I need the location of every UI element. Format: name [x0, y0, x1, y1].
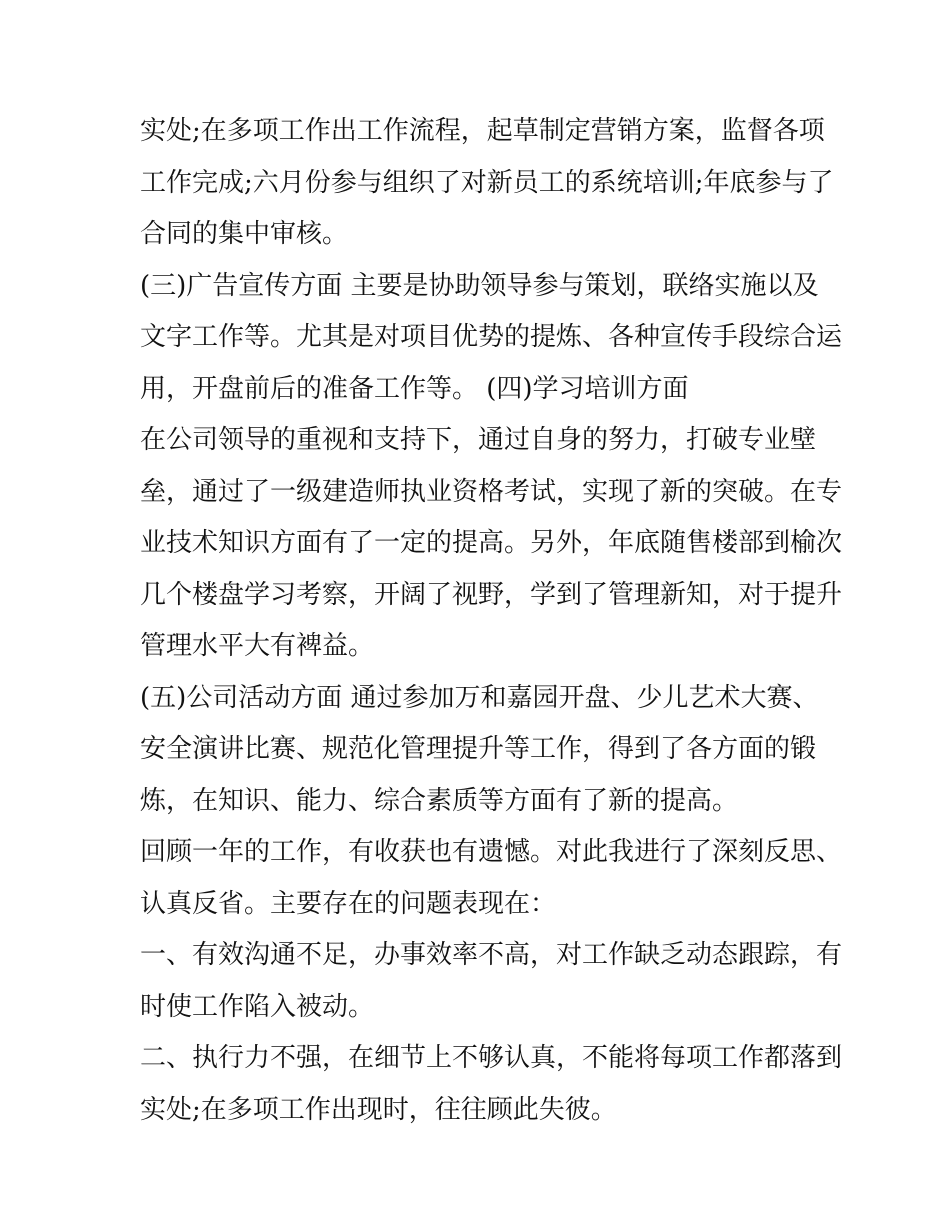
text-line: 几个楼盘学习考察，开阔了视野，学到了管理新知，对于提升: [140, 579, 843, 610]
text-line: 文字工作等。尤其是对项目优势的提炼、各种宣传手段综合运: [140, 322, 843, 352]
text-line: (五)公司活动方面 通过参加万和嘉园开盘、少儿艺术大赛、: [140, 682, 819, 713]
text-line: 实处;在多项工作出现时，往往顾此失彼。: [140, 1094, 617, 1125]
text-line: 炼，在知识、能力、综合素质等方面有了新的提高。: [140, 785, 739, 816]
text-line: 时使工作陷入被动。: [140, 991, 375, 1022]
text-line: 用，开盘前后的准备工作等。 (四)学习培训方面: [140, 373, 689, 404]
text-line: 合同的集中审核。: [140, 219, 349, 249]
text-line: 安全演讲比赛、规范化管理提升等工作，得到了各方面的锻: [140, 734, 817, 764]
text-line: 管理水平大有裨益。: [140, 631, 375, 661]
document-text-body: [140, 106, 843, 1136]
text-line: 二、执行力不强，在细节上不够认真，不能将每项工作都落到: [140, 1043, 843, 1073]
text-line: 垒，通过了一级建造师执业资格考试，实现了新的突破。在专: [140, 476, 843, 507]
text-line: 在公司领导的重视和支持下，通过自身的努力，打破专业壁: [140, 425, 817, 455]
text-line: 工作完成;六月份参与组织了对新员工的系统培训;年底参与了: [140, 167, 834, 198]
text-line: 业技术知识方面有了一定的提高。另外，年底随售楼部到榆次: [140, 528, 843, 558]
text-line: 回顾一年的工作，有收获也有遗憾。对此我进行了深刻反思、: [140, 837, 843, 867]
text-line: 认真反省。主要存在的问题表现在：: [140, 888, 557, 919]
text-line: (三)广告宣传方面 主要是协助领导参与策划，联络实施以及: [140, 270, 819, 301]
text-line: 实处;在多项工作出工作流程，起草制定营销方案，监督各项: [140, 116, 825, 146]
text-line: 一、有效沟通不足，办事效率不高，对工作缺乏动态跟踪，有: [140, 940, 843, 970]
